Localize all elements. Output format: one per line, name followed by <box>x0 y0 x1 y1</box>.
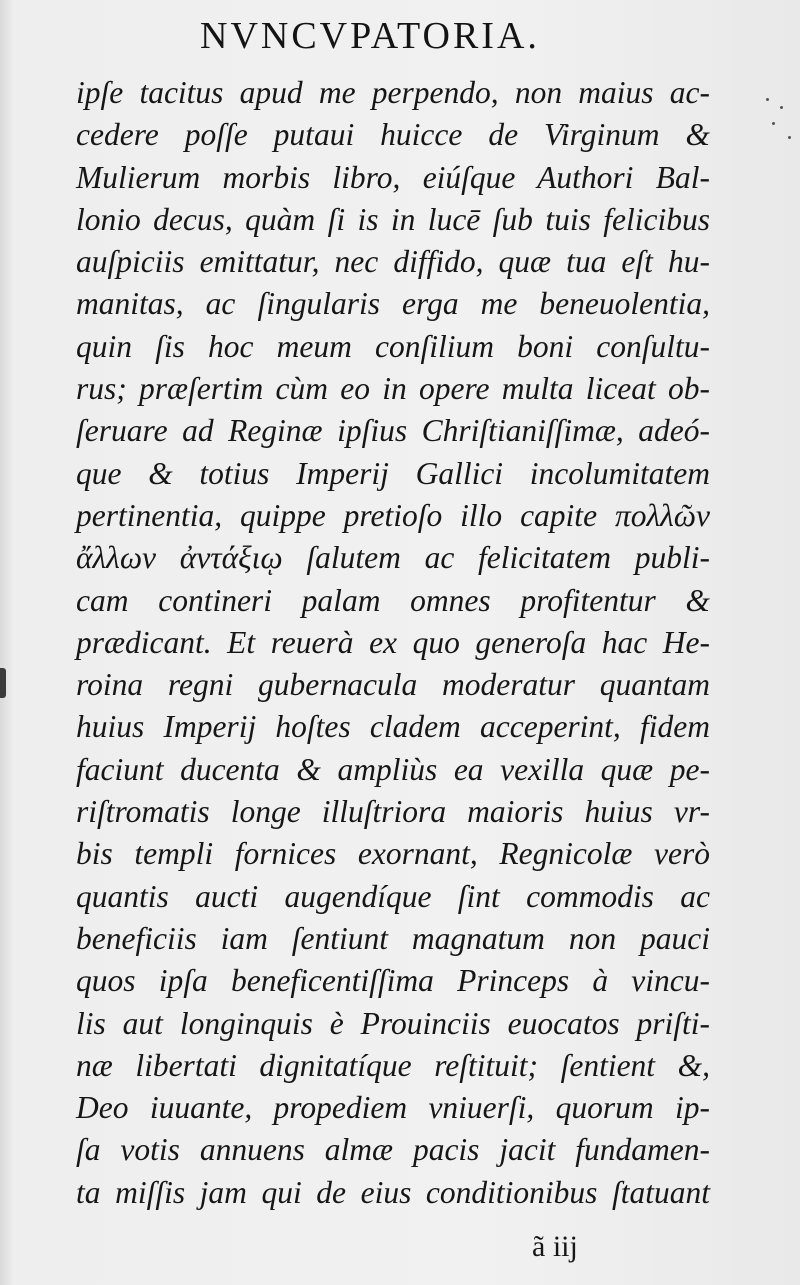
text-line: lonio decus, quàm ſi is in lucē ſub tuis felicibus <box>76 201 710 237</box>
text-line: Mulierum morbis libro, eiúſque Authori Bal- <box>76 159 710 195</box>
text-line: prædicant. Et reuerà ex quo generoſa hac He- <box>76 624 710 660</box>
text-line: roina regni gubernacula moderatur quantam <box>76 667 710 703</box>
text-line: manitas, ac ſingularis erga me beneuolentia, <box>76 286 710 322</box>
text-line: rus; præſertim cùm eo in opere multa liceat ob- <box>76 371 710 407</box>
text-line: ſeruare ad Reginæ ipſius Chriſtianiſſimæ, adeó- <box>76 413 710 449</box>
text-line: faciunt ducenta & ampliùs ea vexilla quæ pe- <box>76 751 710 787</box>
text-line: cam contineri palam omnes profitentur & <box>76 582 710 618</box>
text-line: cedere poſſe putaui huicce de Virginum & <box>76 117 710 153</box>
text-line: auſpiciis emittatur, nec diffido, quæ tua eſt hu- <box>76 244 710 280</box>
text-line: quos ipſa beneficentiſſima Princeps à vincu- <box>76 963 710 999</box>
text-line: næ libertati dignitatíque reſtituit; ſentient &, <box>76 1047 710 1083</box>
signature-mark: ã iij <box>532 1230 578 1263</box>
text-line: quin ſis hoc meum conſilium boni conſultu- <box>76 328 710 364</box>
page-edge-mark <box>0 668 6 698</box>
text-line: riſtromatis longe illuſtriora maioris huius vr- <box>76 794 710 830</box>
text-line: beneficiis iam ſentiunt magnatum non pauci <box>76 920 710 956</box>
text-line: bis templi fornices exornant, Regnicolæ verò <box>76 836 710 872</box>
text-line: quantis aucti augendíque ſint commodis ac <box>76 878 710 914</box>
margin-specks <box>762 92 798 152</box>
text-line: ἄλλων ἀντάξιῳ ſalutem ac felicitatem publi- <box>76 540 710 576</box>
body-text <box>76 72 710 1214</box>
text-line: lis aut longinquis è Prouinciis euocatos priſti- <box>76 1005 710 1041</box>
text-line: ta miſſis jam qui de eius conditionibus ſtatuant <box>76 1174 710 1210</box>
text-line: huius Imperij hoſtes cladem acceperint, fidem <box>76 709 710 745</box>
text-line: pertinentia, quippe pretioſo illo capite πολλῶν <box>76 497 710 533</box>
text-line: que & totius Imperij Gallici incolumitatem <box>76 455 710 491</box>
text-line: Deo iuuante, propediem vniuerſi, quorum ip- <box>76 1090 710 1126</box>
text-line: ipſe tacitus apud me perpendo, non maius ac- <box>76 75 710 110</box>
text-line: ſa votis annuens almæ pacis jacit fundamen- <box>76 1132 710 1168</box>
running-head: NVNCVPATORIA. <box>200 15 540 57</box>
